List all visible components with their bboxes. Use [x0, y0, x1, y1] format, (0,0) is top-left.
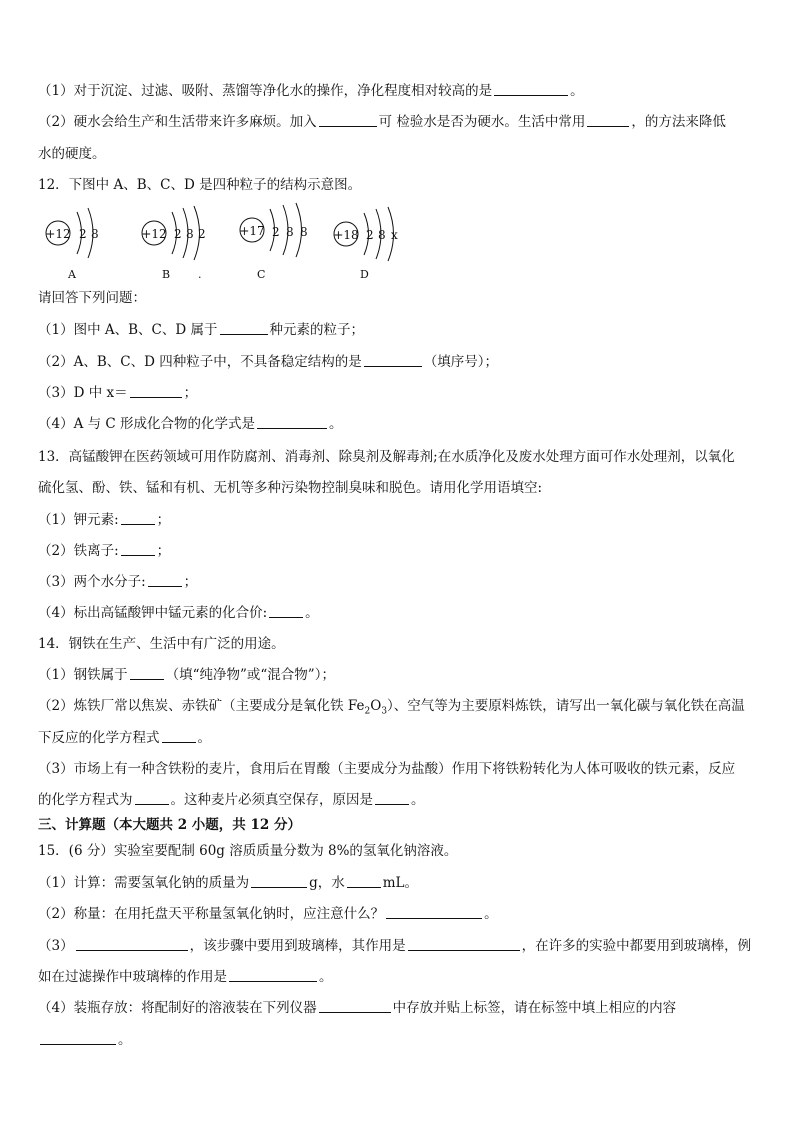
answer-blank[interactable] — [229, 968, 317, 982]
q12-sub2: （2）A、B、C、D 四种粒子中，不具备稳定结构的是 （填序号）； — [38, 354, 498, 370]
q15-sub1: （1）计算：需要氢氧化钠的质量为 g，水 mL。 — [38, 875, 419, 891]
shell-electrons: 2 — [174, 227, 182, 241]
q15-stem: 15．(6 分）实验室要配制 60g 溶质质量分数为 8%的氢氧化钠溶液。 — [38, 843, 458, 859]
answer-blank[interactable] — [162, 729, 196, 743]
answer-blank[interactable] — [319, 113, 377, 127]
shell-electrons: 2 — [79, 227, 87, 241]
answer-blank[interactable] — [386, 905, 482, 919]
nucleus-charge: +12 — [45, 227, 71, 241]
shell-electrons: 8 — [300, 225, 308, 239]
nucleus-charge: +18 — [333, 228, 359, 242]
shell-electrons: 8 — [91, 227, 99, 241]
q13-stem-line2: 硫化氢、酚、铁、锰和有机、无机等多种污染物控制臭味和脱色。请用化学用语填空: — [38, 480, 543, 496]
answer-blank[interactable] — [269, 604, 303, 618]
answer-blank[interactable] — [364, 353, 422, 367]
q13-sub2: （2）铁离子: ； — [38, 543, 171, 559]
q12-sub1: （1）图中 A、B、C、D 属于 种元素的粒子； — [38, 322, 364, 338]
answer-blank[interactable] — [135, 791, 169, 805]
q12-prompt: 请回答下列问题： — [38, 290, 146, 306]
nucleus-charge: +12 — [141, 227, 167, 241]
q12-stem: 12．下图中 A、B、C、D 是四种粒子的结构示意图。 — [38, 177, 362, 193]
answer-blank[interactable] — [121, 542, 155, 556]
answer-blank[interactable] — [347, 874, 381, 888]
q14-sub3-cont: 的化学方程式为 。这种麦片必须真空保存，原因是 。 — [38, 792, 425, 808]
answer-blank[interactable] — [375, 791, 409, 805]
answer-blank[interactable] — [130, 666, 164, 680]
answer-blank[interactable] — [220, 321, 268, 335]
atom-label: B — [162, 268, 171, 281]
atom-d — [333, 207, 398, 281]
answer-blank[interactable] — [587, 113, 629, 127]
answer-blank[interactable] — [121, 511, 155, 525]
q15-sub3-cont: 如在过滤操作中玻璃棒的作用是 。 — [38, 969, 333, 985]
answer-blank[interactable] — [148, 573, 182, 587]
answer-blank[interactable] — [130, 384, 182, 398]
shell-electrons: 8 — [286, 225, 294, 239]
q13-sub3: （3）两个水分子: ； — [38, 574, 198, 590]
nucleus-charge: +17 — [239, 224, 265, 238]
q11-part1: （1）对于沉淀、过滤、吸附、蒸馏等净化水的操作，净化程度相对较高的是 。 — [38, 83, 584, 99]
q13-sub4: （4）标出高锰酸钾中锰元素的化合价: 。 — [38, 605, 319, 621]
shell-electrons: 2 — [366, 228, 374, 242]
shell-electrons: 2 — [272, 225, 280, 239]
shell-electrons: 8 — [378, 228, 386, 242]
q14-sub1: （1）钢铁属于 （填“纯净物”或“混合物”）； — [38, 667, 335, 683]
q15-sub3: （3） ，该步骤中要用到玻璃棒，其作用是 ，在许多的实验中都要用到玻璃棒，例 — [38, 938, 752, 954]
answer-blank[interactable] — [494, 82, 568, 96]
atom-a — [45, 208, 98, 281]
answer-blank[interactable] — [408, 937, 520, 951]
q14-sub2: （2）炼铁厂常以焦炭、赤铁矿（主要成分是氧化铁 $Fe_2O_3$）、空气等为主要原料炼铁，请写出一氧化碳与氧化铁在高温 — [38, 698, 745, 717]
answer-blank[interactable] — [251, 874, 307, 888]
answer-blank[interactable] — [76, 937, 188, 951]
q11-part2: （2）硬水会给生产和生活带来许多麻烦。加入 可 检验水是否为硬水。生活中常用 ，的方法来降低 — [38, 114, 726, 130]
atom-c — [239, 203, 307, 281]
atom-label: A — [68, 268, 76, 281]
shell-electrons: 8 — [186, 227, 194, 241]
answer-blank[interactable] — [257, 415, 327, 429]
section-heading: 三、计算题（本大题共 2 小题，共 12 分） — [38, 817, 301, 833]
atom-label: C — [257, 268, 266, 281]
atom-label: D — [360, 268, 369, 281]
q12-sub4: （4）A 与 C 形成化合物的化学式是 。 — [38, 416, 343, 432]
atom-structure-diagram — [30, 198, 430, 290]
stray-dot: . — [198, 268, 202, 281]
q15-sub4: （4）装瓶存放：将配制好的溶液装在下列仪器 中存放并贴上标签，请在标签中填上相应的内容 — [38, 1000, 677, 1016]
answer-blank[interactable] — [319, 999, 391, 1013]
q14-stem: 14．钢铁在生产、生活中有广泛的用途。 — [38, 636, 285, 652]
q15-sub4-cont: 。 — [38, 1030, 132, 1050]
q14-sub3: （3）市场上有一种含铁粉的麦片，食用后在胃酸（主要成分为盐酸）作用下将铁粉转化为人体可吸收的铁元素，反应 — [38, 761, 736, 777]
answer-blank[interactable] — [40, 1031, 116, 1045]
q14-sub2-cont: 下反应的化学方程式 。 — [38, 730, 211, 746]
shell-electrons: 2 — [198, 227, 206, 241]
q11-part2-cont: 水的硬度。 — [38, 146, 106, 162]
q15-sub2: （2）称量：在用托盘天平称量氢氧化钠时，应注意什么？ 。 — [38, 906, 498, 922]
q12-sub3: （3）D 中 x＝ ； — [38, 385, 198, 401]
shell-electrons: x — [391, 228, 398, 242]
q13-stem-line1: 13．高锰酸钾在医药领域可用作防腐剂、消毒剂、除臭剂及解毒剂;在水质净化及废水处理方面可作水处理剂，以氧化 — [38, 449, 735, 465]
q13-sub1: （1）钾元素: ； — [38, 512, 171, 528]
atom-b — [141, 206, 205, 281]
